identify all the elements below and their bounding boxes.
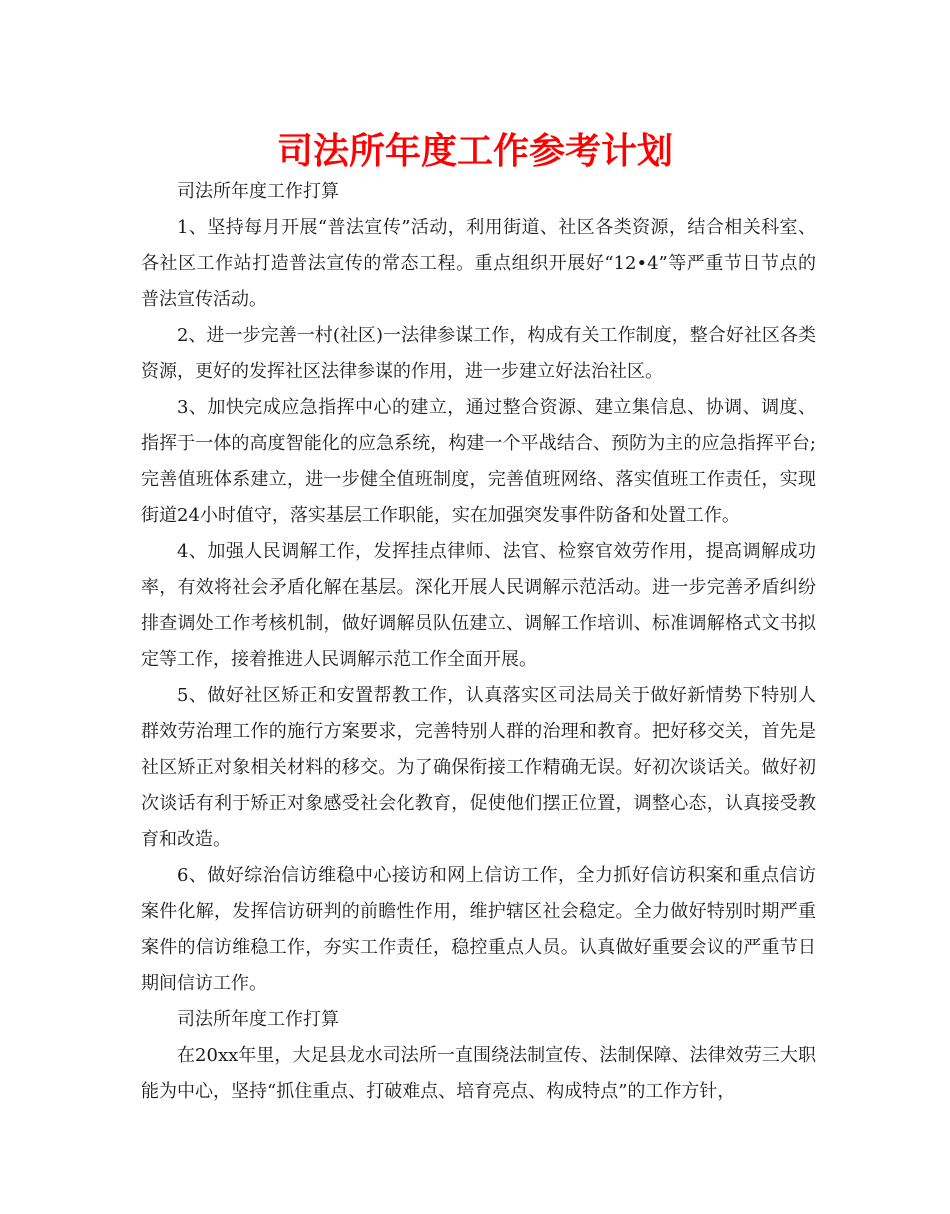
paragraph-intro: 在20xx年里，大足县龙水司法所一直围绕法制宣传、法制保障、法律效劳三大职能为中心，坚持“抓住重点、打破难点、培育亮点、构成特点”的工作方针，	[141, 1045, 816, 1102]
paragraph-item-1: 1、坚持每月开展“普法宣传”活动，利用街道、社区各类资源，结合相关科室、各社区工作站打造普法宣传的常态工程。重点组织开展好“12•4”等严重节日节点的普法宣传活动。	[141, 217, 816, 310]
paragraph-item-6: 6、做好综治信访维稳中心接访和网上信访工作，全力抓好信访积案和重点信访案件化解，发挥信访研判的前瞻性作用，维护辖区社会稳定。全力做好特别时期严重案件的信访维稳工作，夯实工作责任，稳控重点人员。认真做好重要会议的严重节日期间信访工作。	[141, 865, 816, 994]
paragraph-item-2: 2、进一步完善一村(社区)一法律参谋工作，构成有关工作制度，整合好社区各类资源，更好的发挥社区法律参谋的作用，进一步建立好法治社区。	[141, 325, 816, 382]
section-heading: 司法所年度工作打算	[177, 1009, 339, 1030]
document-body	[141, 174, 816, 1110]
paragraph-item-3: 3、加快完成应急指挥中心的建立，通过整合资源、建立集信息、协调、调度、指挥于一体的高度智能化的应急系统，构建一个平战结合、预防为主的应急指挥平台;完善值班体系建立，进一步健全值班制度，完善值班网络、落实值班工作责任，实现街道24小时值守，落实基层工作职能，实在加强突发事件防备和处置工作。	[141, 397, 816, 526]
paragraph-item-4: 4、加强人民调解工作，发挥挂点律师、法官、检察官效劳作用，提高调解成功率，有效将社会矛盾化解在基层。深化开展人民调解示范活动。进一步完善矛盾纠纷排查调处工作考核机制，做好调解员队伍建立、调解工作培训、标准调解格式文书拟定等工作，接着推进人民调解示范工作全面开展。	[141, 541, 816, 670]
paragraph-item-5: 5、做好社区矫正和安置帮教工作，认真落实区司法局关于做好新情势下特别人群效劳治理工作的施行方案要求，完善特别人群的治理和教育。把好移交关，首先是社区矫正对象相关材料的移交。为了确保衔接工作精确无误。好初次谈话关。做好初次谈话有利于矫正对象感受社会化教育，促使他们摆正位置，调整心态，认真接受教育和改造。	[141, 685, 816, 850]
document-title: 司法所年度工作参考计划	[276, 130, 673, 172]
section-heading: 司法所年度工作打算	[177, 181, 339, 202]
